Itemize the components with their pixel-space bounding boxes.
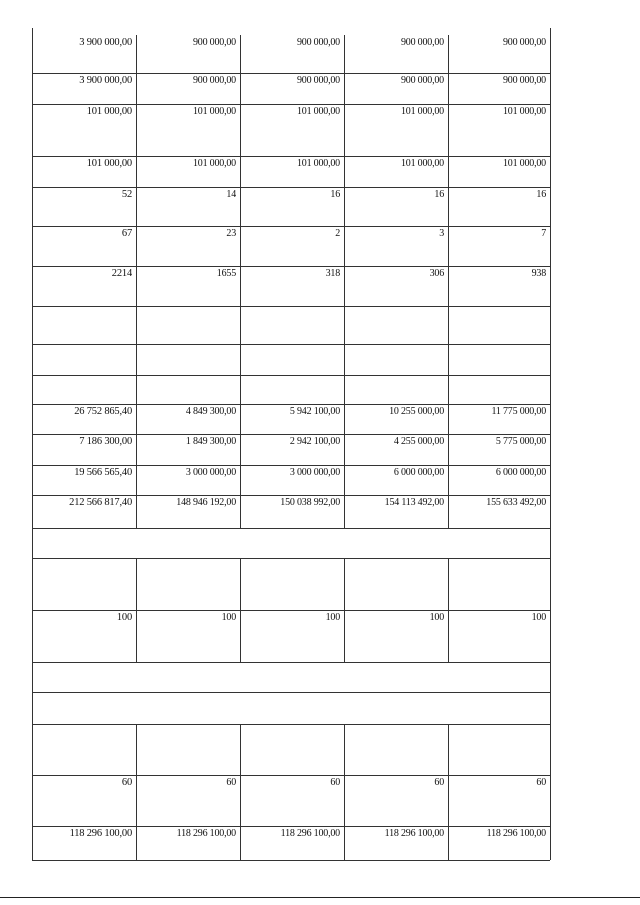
column-rule [240, 266, 241, 306]
table-cell: 101 000,00 [296, 158, 340, 169]
table-cell: 101 000,00 [502, 106, 546, 117]
row-rule [32, 344, 550, 345]
column-rule [344, 775, 345, 826]
table-cell: 155 633 492,00 [486, 497, 546, 508]
column-rule [344, 826, 345, 860]
column-rule [344, 35, 345, 73]
table-cell: 100 [531, 612, 546, 623]
table-cell: 212 566 817,40 [69, 497, 132, 508]
table-cell: 118 296 100,00 [280, 828, 340, 839]
table-cell: 11 775 000,00 [491, 406, 546, 417]
row-rule [32, 610, 550, 611]
table-cell: 7 186 300,00 [79, 436, 132, 447]
row-rule [32, 434, 550, 435]
column-rule [448, 375, 449, 404]
row-rule [32, 104, 550, 105]
table-cell: 900 000,00 [192, 75, 236, 86]
row-rule [32, 156, 550, 157]
table-cell: 100 [429, 612, 444, 623]
row-rule [32, 465, 550, 466]
table-cell: 101 000,00 [502, 158, 546, 169]
column-rule [240, 306, 241, 344]
column-rule [448, 73, 449, 104]
column-rule [136, 266, 137, 306]
table-cell: 2 [335, 228, 340, 239]
column-rule [448, 465, 449, 495]
row-rule [32, 724, 550, 725]
table-cell: 16 [434, 189, 444, 200]
column-rule [344, 724, 345, 775]
column-rule [448, 306, 449, 344]
table-cell: 900 000,00 [502, 37, 546, 48]
table-cell: 2214 [111, 268, 132, 279]
column-rule [136, 826, 137, 860]
table-cell: 900 000,00 [400, 75, 444, 86]
column-rule [550, 28, 551, 860]
column-rule [136, 610, 137, 662]
table-cell: 101 000,00 [192, 106, 236, 117]
column-rule [448, 404, 449, 434]
table-cell: 101 000,00 [192, 158, 236, 169]
row-rule [32, 187, 550, 188]
table-cell: 118 296 100,00 [69, 828, 132, 839]
table-cell: 5 775 000,00 [495, 436, 546, 447]
table-cell: 150 038 992,00 [280, 497, 340, 508]
column-rule [448, 226, 449, 266]
table-cell: 67 [121, 228, 132, 239]
row-rule [32, 306, 550, 307]
column-rule [448, 104, 449, 156]
table-cell: 101 000,00 [400, 158, 444, 169]
column-rule [240, 465, 241, 495]
table-cell: 3 000 000,00 [289, 467, 340, 478]
table-cell: 19 566 565,40 [74, 467, 132, 478]
table-cell: 1 849 300,00 [185, 436, 236, 447]
table-cell: 900 000,00 [192, 37, 236, 48]
column-rule [344, 375, 345, 404]
column-rule [448, 495, 449, 528]
column-rule [136, 344, 137, 375]
column-rule [344, 344, 345, 375]
row-rule [32, 73, 550, 74]
column-rule [240, 35, 241, 73]
table-cell: 3 900 000,00 [79, 75, 132, 86]
column-rule [136, 724, 137, 775]
column-rule [448, 775, 449, 826]
table-cell: 101 000,00 [86, 158, 132, 169]
column-rule [240, 775, 241, 826]
column-rule [136, 558, 137, 610]
table-cell: 26 752 865,40 [74, 406, 132, 417]
column-rule [344, 104, 345, 156]
column-rule [136, 434, 137, 465]
column-rule [448, 35, 449, 73]
row-rule [32, 266, 550, 267]
column-rule [240, 73, 241, 104]
table-cell: 101 000,00 [400, 106, 444, 117]
row-rule [32, 375, 550, 376]
row-rule [32, 775, 550, 776]
column-rule [136, 73, 137, 104]
row-rule [32, 692, 550, 693]
column-rule [344, 156, 345, 187]
column-rule [240, 610, 241, 662]
column-rule [448, 434, 449, 465]
column-rule [344, 434, 345, 465]
column-rule [240, 495, 241, 528]
column-rule [240, 226, 241, 266]
column-rule [240, 375, 241, 404]
column-rule [448, 156, 449, 187]
column-rule [240, 558, 241, 610]
column-rule [136, 775, 137, 826]
table-cell: 3 [439, 228, 444, 239]
table-cell: 60 [226, 777, 236, 788]
table-cell: 60 [434, 777, 444, 788]
column-rule [136, 465, 137, 495]
row-rule [32, 662, 550, 663]
table-cell: 14 [226, 189, 236, 200]
table-cell: 5 942 100,00 [289, 406, 340, 417]
column-rule [344, 266, 345, 306]
table-cell: 1655 [216, 268, 236, 279]
table-cell: 100 [325, 612, 340, 623]
column-rule [344, 404, 345, 434]
table-cell: 60 [330, 777, 340, 788]
column-rule [344, 306, 345, 344]
table-cell: 101 000,00 [86, 106, 132, 117]
column-rule [136, 226, 137, 266]
column-rule [448, 187, 449, 226]
column-rule [136, 306, 137, 344]
column-rule [448, 344, 449, 375]
table-cell: 100 [116, 612, 132, 623]
table-cell: 306 [429, 268, 444, 279]
row-rule [32, 495, 550, 496]
column-rule [136, 156, 137, 187]
table-cell: 10 255 000,00 [389, 406, 444, 417]
column-rule [448, 266, 449, 306]
column-rule [344, 226, 345, 266]
column-rule [344, 187, 345, 226]
column-rule [136, 375, 137, 404]
row-rule [32, 404, 550, 405]
table-cell: 938 [531, 268, 546, 279]
table-cell: 3 000 000,00 [185, 467, 236, 478]
table-cell: 900 000,00 [400, 37, 444, 48]
row-rule [32, 528, 550, 529]
table-cell: 900 000,00 [296, 37, 340, 48]
column-rule [240, 344, 241, 375]
column-rule [240, 404, 241, 434]
table-cell: 4 849 300,00 [185, 406, 236, 417]
table-cell: 118 296 100,00 [486, 828, 546, 839]
table-cell: 101 000,00 [296, 106, 340, 117]
column-rule [448, 610, 449, 662]
column-rule [32, 28, 33, 860]
column-rule [240, 187, 241, 226]
table-cell: 60 [536, 777, 546, 788]
column-rule [240, 434, 241, 465]
column-rule [448, 558, 449, 610]
table-cell: 100 [221, 612, 236, 623]
table-cell: 900 000,00 [502, 75, 546, 86]
table-cell: 4 255 000,00 [393, 436, 444, 447]
table-cell: 6 000 000,00 [495, 467, 546, 478]
column-rule [344, 495, 345, 528]
table-cell: 154 113 492,00 [384, 497, 444, 508]
row-rule [32, 826, 550, 827]
column-rule [136, 187, 137, 226]
table-cell: 60 [121, 777, 132, 788]
table-cell: 3 900 000,00 [79, 37, 132, 48]
table-cell: 52 [121, 189, 132, 200]
table-cell: 900 000,00 [296, 75, 340, 86]
column-rule [136, 404, 137, 434]
column-rule [448, 826, 449, 860]
table-cell: 7 [541, 228, 546, 239]
row-rule [32, 558, 550, 559]
column-rule [240, 156, 241, 187]
table-cell: 2 942 100,00 [289, 436, 340, 447]
table-cell: 318 [325, 268, 340, 279]
column-rule [136, 35, 137, 73]
column-rule [344, 610, 345, 662]
column-rule [136, 104, 137, 156]
column-rule [344, 558, 345, 610]
table-cell: 16 [330, 189, 340, 200]
footer-rule [0, 897, 640, 898]
column-rule [344, 465, 345, 495]
table-cell: 148 946 192,00 [176, 497, 236, 508]
table-cell: 118 296 100,00 [176, 828, 236, 839]
column-rule [240, 104, 241, 156]
table-cell: 6 000 000,00 [393, 467, 444, 478]
table-cell: 23 [226, 228, 236, 239]
column-rule [448, 724, 449, 775]
row-rule [32, 226, 550, 227]
row-rule [32, 860, 550, 861]
column-rule [240, 826, 241, 860]
column-rule [240, 724, 241, 775]
table-cell: 118 296 100,00 [384, 828, 444, 839]
column-rule [136, 495, 137, 528]
table-cell: 16 [536, 189, 546, 200]
column-rule [344, 73, 345, 104]
